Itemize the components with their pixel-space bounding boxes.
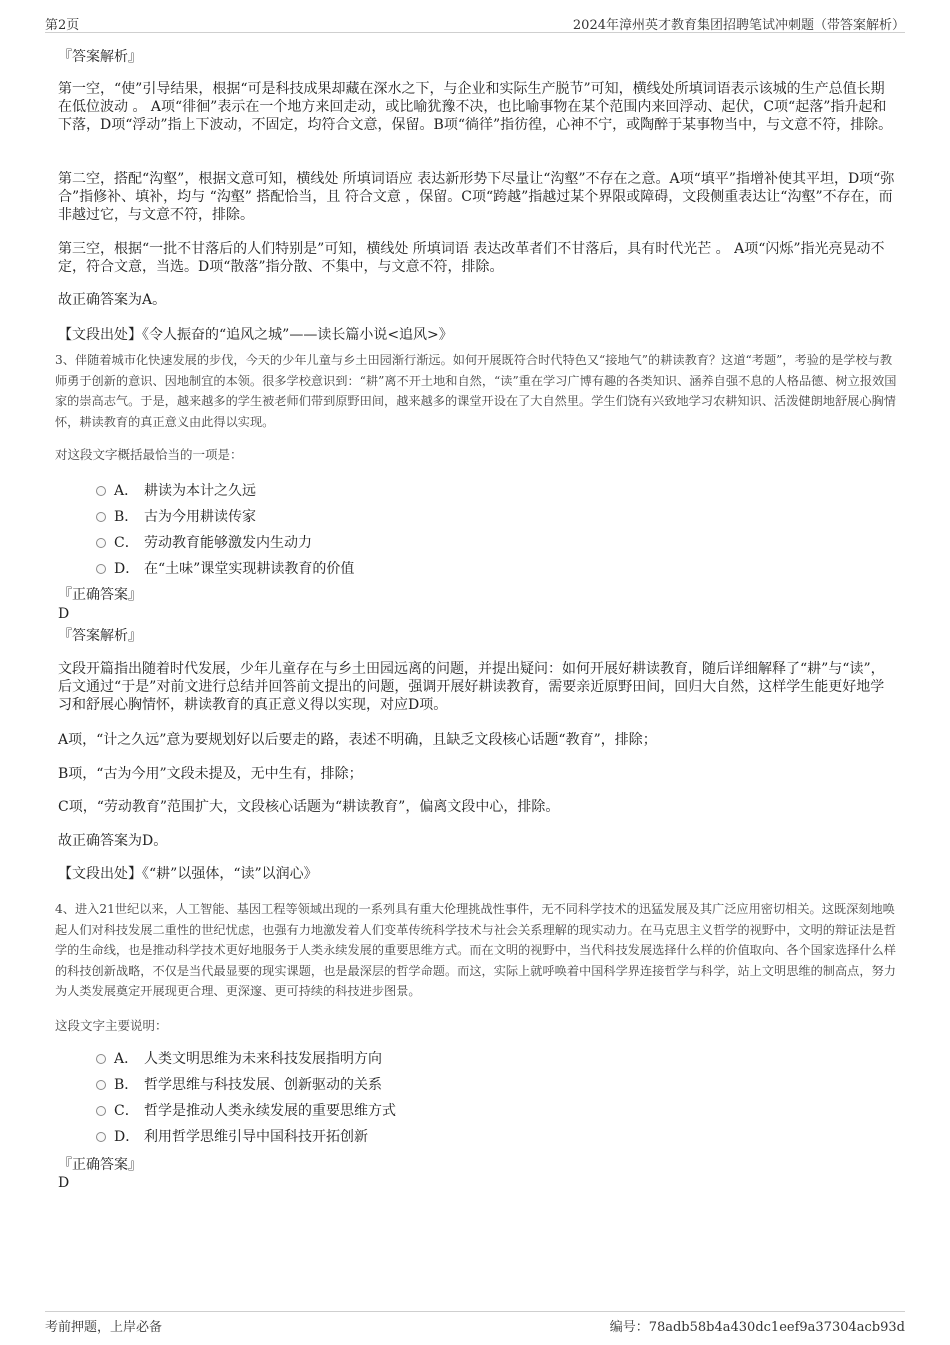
q4-answer: D	[58, 1175, 70, 1191]
radio-icon[interactable]	[96, 512, 106, 522]
q2-analysis-para2: 第二空，搭配“沟壑”，根据文意可知，横线处 所填词语应 表达新形势下尽量让“沟壑”不存在之意。A项“填平”指增补使其平坦，D项“弥合”指修补、填补，均与 “沟壑” 搭配恰当，且 符合文意 ，保留。C项“跨越”指越过某个界限或障碍，文段侧重表达让“沟壑”不存在，而非越过它，与文意不符，排除。	[58, 171, 895, 223]
radio-icon[interactable]	[96, 1054, 106, 1064]
radio-icon[interactable]	[96, 538, 106, 548]
page-footer	[45, 1311, 905, 1334]
radio-icon[interactable]	[96, 1080, 106, 1090]
q3-analysis-para4: C项，“劳动教育”范围扩大，文段核心话题为“耕读教育”，偏离文段中心，排除。	[58, 799, 560, 815]
q4-question: 这段文字主要说明：	[55, 1018, 168, 1033]
radio-icon[interactable]	[96, 564, 106, 574]
q3-option-c[interactable]: C． 劳动教育能够激发内生动力	[96, 534, 312, 552]
q2-analysis-para1: 第一空，“使”引导结果，根据“可是科技成果却藏在深水之下，与企业和实际生产脱节”可知，横线处所填词语表示该城的生产总值长期在低位波动 。 A项“徘徊”表示在一个地方来回走动，或比喻犹豫不决，也比喻事物在某个范围内来回浮动、起伏，C项“起落”指升起和下落，D项“浮动”指上下波动，不固定，均符合文意，保留。B项“徜徉”指彷徨，心神不宁，或陶醉于某事物当中，与文意不符，排除。	[58, 81, 893, 133]
q2-source: 【文段出处】《令人振奋的“追风之城”——读长篇小说<追风>》	[58, 327, 453, 343]
q3-question: 对这段文字概括最恰当的一项是：	[55, 447, 243, 462]
radio-icon[interactable]	[96, 486, 106, 496]
q3-analysis-label: 『答案解析』	[58, 628, 142, 644]
footer-slogan: 考前押题，上岸必备	[45, 1320, 163, 1335]
q2-conclusion: 故正确答案为A。	[58, 292, 167, 308]
q3-source: 【文段出处】《“耕”以强体，“读”以润心》	[58, 866, 318, 882]
q3-analysis-para3: B项，“古为今用”文段未提及，无中生有，排除；	[58, 766, 363, 782]
q4-option-b[interactable]: B． 哲学思维与科技发展、创新驱动的关系	[96, 1076, 382, 1094]
q3-analysis-para1: 文段开篇指出随着时代发展，少年儿童存在与乡土田园远离的问题，并提出疑问：如何开展好耕读教育，随后详细解释了“耕”与“读”，后文通过“于是”对前文进行总结并回答前文提出的问题，强调开展好耕读教育，需要亲近原野田间，回归大自然，这样学生能更好地学习和舒展心胸情怀，耕读教育的真正意义得以实现，对应D项。	[58, 661, 885, 713]
radio-icon[interactable]	[96, 1106, 106, 1116]
q3-analysis-para2: A项，“计之久远”意为要规划好以后要走的路，表述不明确，且缺乏文段核心话题“教育”，排除；	[58, 732, 657, 748]
q3-answer: D	[58, 606, 70, 622]
document-title: 2024年漳州英才教育集团招聘笔试冲刺题（带答案解析）	[572, 18, 905, 33]
q3-option-b[interactable]: B． 古为今用耕读传家	[96, 508, 256, 526]
q2-analysis-para3: 第三空，根据“一批不甘落后的人们特别是”可知，横线处 所填词语 表达改革者们不甘落后，具有时代光芒 。 A项“闪烁”指光亮晃动不定，符合文意，当选。D项“散落”指分散、不集中，与文意不符，排除。	[58, 241, 885, 275]
q2-analysis-label: 『答案解析』	[58, 49, 142, 65]
q3-conclusion: 故正确答案为D。	[58, 833, 168, 849]
q3-option-a[interactable]: A． 耕读为本计之久远	[96, 482, 256, 500]
q4-option-d[interactable]: D． 利用哲学思维引导中国科技开拓创新	[96, 1128, 368, 1146]
q4-option-a[interactable]: A． 人类文明思维为未来科技发展指明方向	[96, 1050, 382, 1068]
q4-passage: 4、进入21世纪以来，人工智能、基因工程等领域出现的一系列具有重大伦理挑战性事件，无不同科学技术的迅猛发展及其广泛应用密切相关。这既深刻地唤起人们对科技发展二重性的世纪忧虑，也强有力地激发着人们变革传统科学技术与社会关系理解的现实动力。在马克思主义哲学的视野中，文明的辩证法是哲学的生命线，也是推动科学技术更好地服务于人类永续发展的重要思维方式。而在文明的视野中，当代科技发展选择什么样的价值取向、各个国家选择什么样的科技创新战略，不仅是当代最显要的现实课题，也是最深层的哲学命题。而这，实际上就呼唤着中国科学界连接哲学与科学，站上文明思维的制高点，努力为人类发展奠定开展现更合理、更深邃、更可持续的科技进步图景。	[55, 902, 896, 998]
page-number: 第2页	[45, 18, 80, 33]
q3-option-d[interactable]: D． 在“土味”课堂实现耕读教育的价值	[96, 560, 354, 578]
q4-answer-label: 『正确答案』	[58, 1157, 142, 1173]
q4-option-c[interactable]: C． 哲学是推动人类永续发展的重要思维方式	[96, 1102, 396, 1120]
radio-icon[interactable]	[96, 1132, 106, 1142]
q3-answer-label: 『正确答案』	[58, 587, 142, 603]
page-header	[45, 14, 905, 33]
q3-passage: 3、伴随着城市化快速发展的步伐，今天的少年儿童与乡土田园渐行渐远。如何开展既符合时代特色又“接地气”的耕读教育？这道“考题”，考验的是学校与教师勇于创新的意识、因地制宜的本领。很多学校意识到：“耕”离不开土地和自然，“读”重在学习广博有趣的各类知识、涵养自强不息的人格品德、树立报效国家的崇高志气。于是，越来越多的学生被老师们带到原野田间，越来越多的课堂开设在了大自然里。学生们饶有兴致地学习农耕知识、活泼健朗地舒展心胸情怀，耕读教育的真正意义由此得以实现。	[55, 353, 897, 429]
footer-serial: 编号：78adb58b4a430dc1eef9a37304acb93d	[609, 1320, 905, 1335]
